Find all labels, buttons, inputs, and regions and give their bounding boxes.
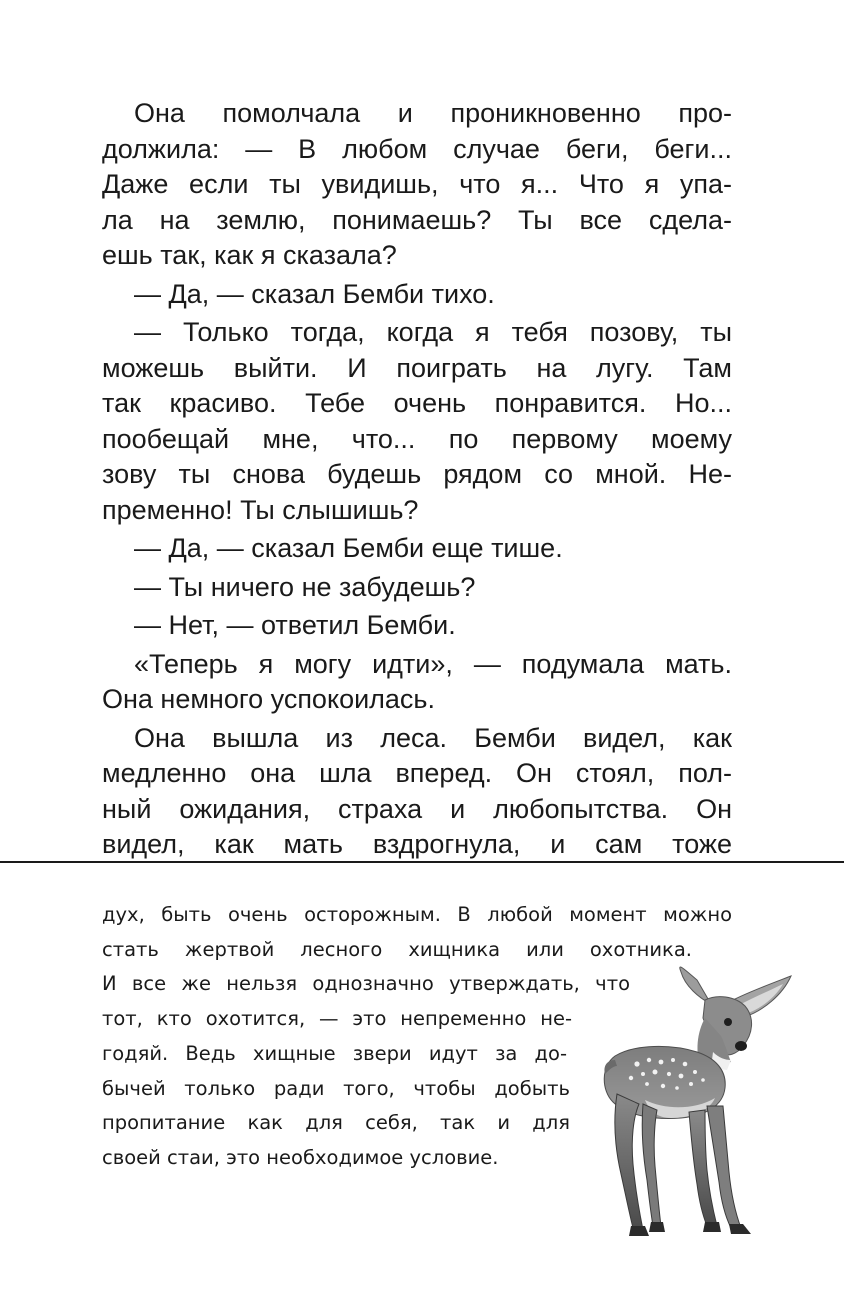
fawn-illustration [585,960,800,1245]
note-line: И все же нельзя однозначно утверждать, что [102,972,630,996]
text-line: пременно! Ты слышишь? [102,494,419,525]
text-line: Даже если ты увидишь, что я... Что я упа- [102,169,732,199]
note-line: тот, кто охотится, — это непременно не- [102,1007,572,1031]
text-line: Она немного успокоилась. [102,684,436,714]
text-line: — Да, — сказал Бемби еще тише. [134,533,563,563]
text-line: — Нет, — ответил Бемби. [134,610,456,640]
text-line: Она вышла из леса. Бемби видел, как [134,722,732,753]
text-line: — Ты ничего не забудешь? [134,571,476,602]
text-line: медленно она шла вперед. Он стоял, пол- [102,758,732,788]
section-divider [0,861,844,863]
note-line: стать жертвой лесного хищника или охотника. [102,937,692,961]
note-line: годяй. Ведь хищные звери идут за до- [102,1041,567,1065]
text-line: ла на землю, понимаешь? Ты все сдела- [102,204,732,235]
text-line: пообещай мне, что... по первому моему [102,423,732,454]
text-line: видел, как мать вздрогнула, и сам тоже [102,829,732,859]
text-line: Она помолчала и проникновенно про- [134,98,732,128]
text-line: ешь так, как я сказала? [102,240,397,270]
text-line: зову ты снова будешь рядом со мной. Не- [102,459,732,489]
note-line: бычей только ради того, чтобы добыть [102,1076,570,1100]
text-line: «Теперь я могу идти», — подумала мать. [134,648,732,679]
text-line: так красиво. Тебе очень понравится. Но... [102,388,732,418]
text-line: должила: — В любом случае беги, беги... [102,133,732,164]
note-line: своей стаи, это необходимое условие. [102,1145,499,1169]
text-line: можешь выйти. И поиграть на лугу. Там [102,352,732,383]
story-text [102,96,732,863]
note-line: дух, быть очень осторожным. В любой момент можно [102,903,732,926]
note-line: пропитание как для себя, так и для [102,1111,570,1135]
text-line: ный ожидания, страха и любопытства. Он [102,793,732,824]
text-line: — Только тогда, когда я тебя позову, ты [134,317,732,347]
text-line: — Да, — сказал Бемби тихо. [134,278,495,309]
